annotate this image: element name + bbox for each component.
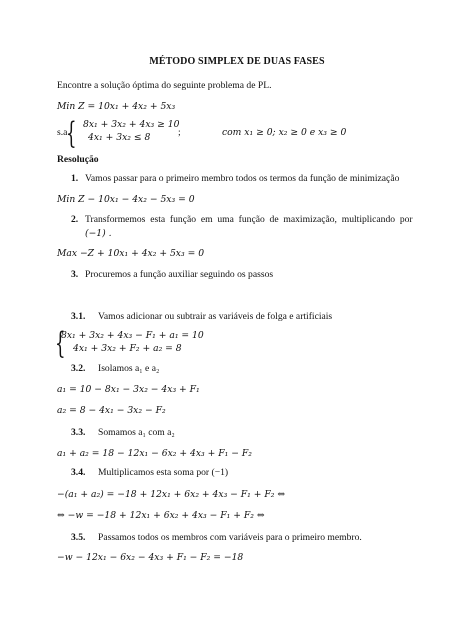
equation: a₁ + a₂ = 18 − 12x₁ − 6x₂ + 4x₃ + F₁ − F₂ [57,448,252,459]
step-number: 1. [71,173,79,184]
substep-number: 3.1. [71,311,86,322]
substep-text: Somamos a₁ com a₂ [98,427,175,438]
equation: −(a₁ + a₂) = −18 + 12x₁ + 6x₂ + 4x₃ − F₁ + F₂ ⇔ [57,489,286,500]
equation: −w − 12x₁ − 6x₂ − 4x₃ + F₁ − F₂ = −18 [57,552,244,563]
section-heading-resolucao: Resolução [57,154,99,165]
step-number: 2. [71,214,79,225]
constraint-2: 4x₁ + 3x₂ ≤ 8 [88,132,151,143]
step-text: Vamos passar para o primeiro membro todos os termos da função de minimização [85,173,400,184]
equation: 8x₁ + 3x₂ + 4x₃ − F₁ + a₁ = 10 [61,330,204,341]
step-text-continued: (−1) . [85,228,112,239]
problem-statement: Encontre a solução óptima do seguinte problema de PL. [57,80,272,91]
step-number: 3. [71,269,79,280]
equation: Max −Z + 10x₁ + 4x₂ + 5x₃ = 0 [57,248,205,259]
document-title: MÉTODO SIMPLEX DE DUAS FASES [149,56,325,67]
system-brace: { [55,326,66,361]
substep-text: Passamos todos os membros com variáveis para o primeiro membro. [98,532,362,543]
substep-number: 3.5. [71,532,86,543]
equation: ⇔ −w = −18 + 12x₁ + 6x₂ + 4x₃ − F₁ + F₂ ⇔ [57,510,265,521]
substep-text: Isolamos a₁ e a₂ [98,363,160,374]
substep-text: Multiplicamos esta soma por (−1) [98,467,229,478]
step-text: Procuremos a função auxiliar seguindo os passos [85,269,274,280]
constraint-1: 8x₁ + 3x₂ + 4x₃ ≥ 10 [83,119,180,130]
objective-function: Min Z = 10x₁ + 4x₂ + 5x₃ [57,101,176,112]
subject-to-label: s.a [57,127,68,138]
substep-text: Vamos adicionar ou subtrair as variáveis de folga e artificiais [98,311,333,322]
equation: a₂ = 8 − 4x₁ − 3x₂ − F₂ [57,405,166,416]
step-text: Transformemos esta função em uma função de maximização, multiplicando por [85,214,413,225]
equation: Min Z − 10x₁ − 4x₂ − 5x₃ = 0 [57,194,195,205]
substep-number: 3.2. [71,363,86,374]
non-negativity: com x₁ ≥ 0; x₂ ≥ 0 e x₃ ≥ 0 [222,127,347,138]
substep-number: 3.4. [71,467,86,478]
substep-number: 3.3. [71,427,86,438]
equation: 4x₁ + 3x₂ + F₂ + a₂ = 8 [73,343,182,354]
equation: a₁ = 10 − 8x₁ − 3x₂ − 4x₃ + F₁ [57,384,200,395]
constraint-brace: { [66,116,77,151]
semicolon: ; [178,127,181,138]
